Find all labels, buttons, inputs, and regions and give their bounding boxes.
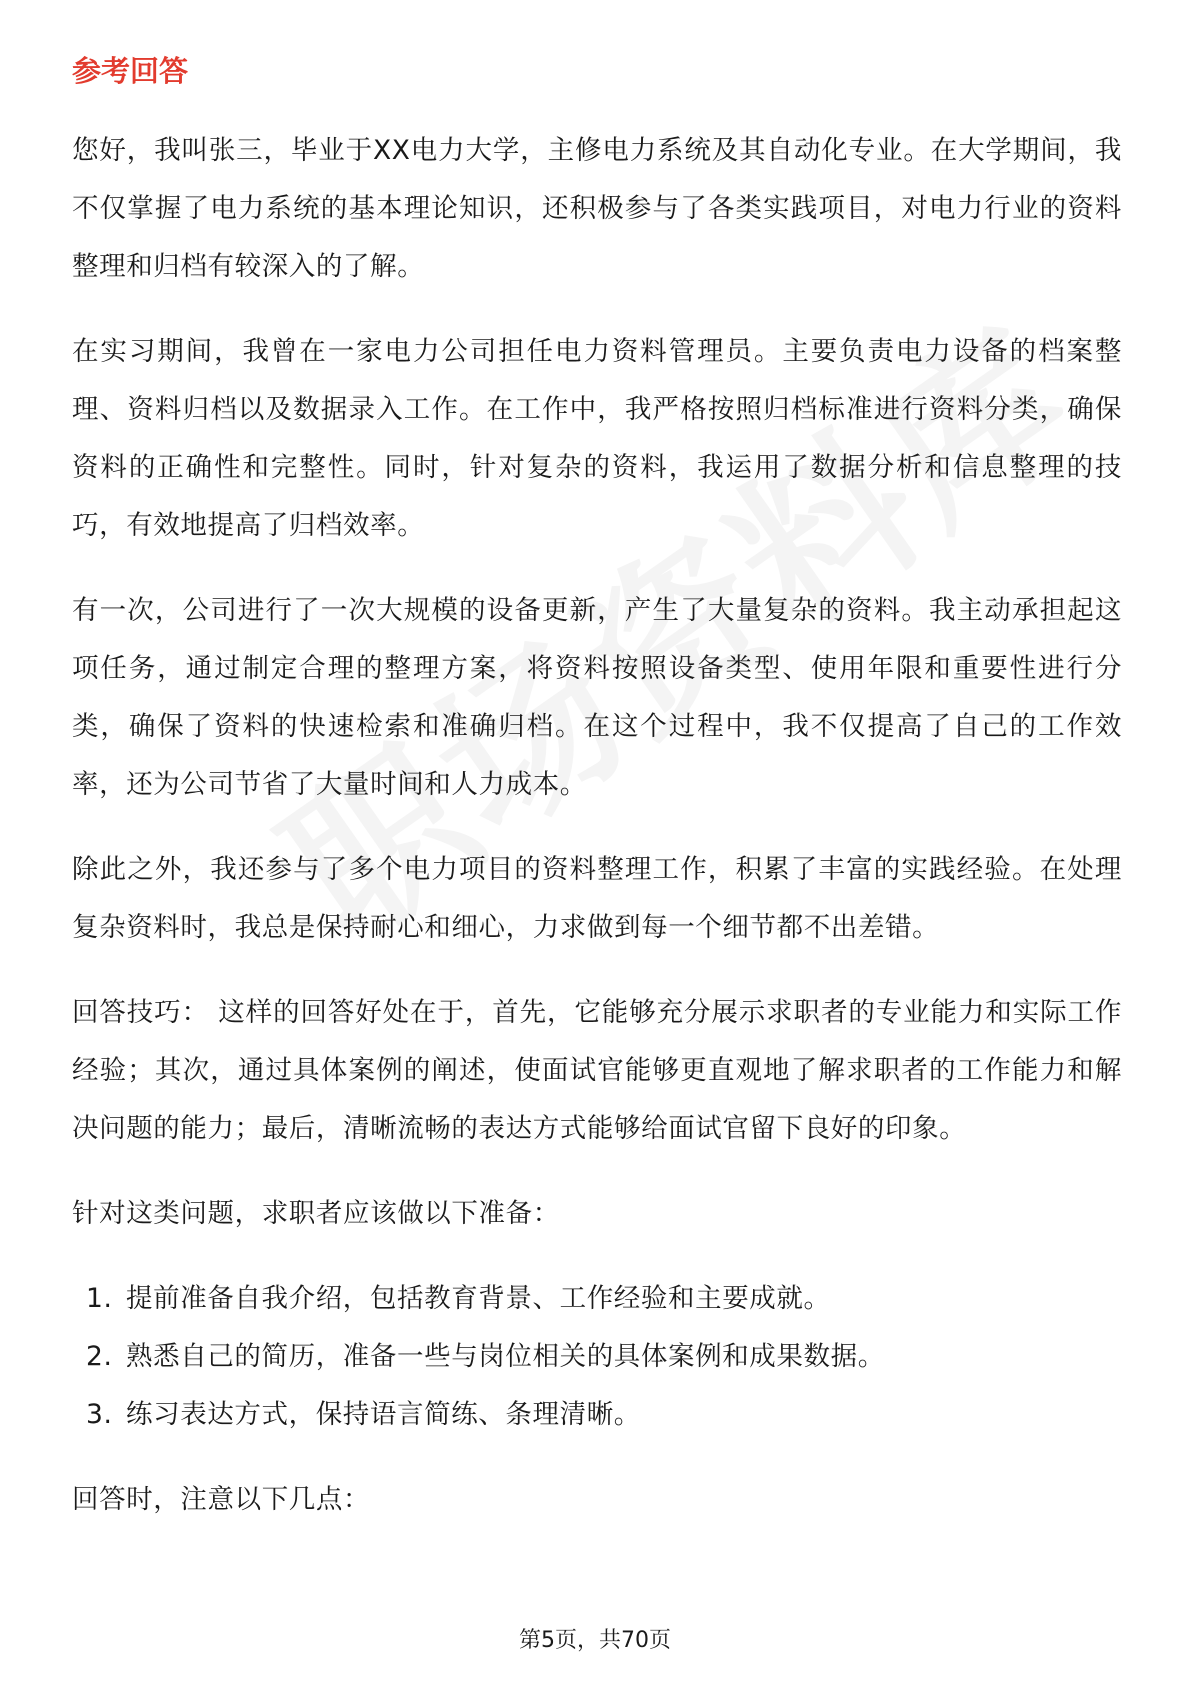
paragraph-intro: 您好，我叫张三，毕业于XX电力大学，主修电力系统及其自动化专业。在大学期间，我不仅掌握了电力系统的基本理论知识，还积极参与了各类实践项目，对电力行业的资料整理和归档有较深入的了解。 [72, 135, 1122, 282]
list-item [72, 1328, 1122, 1386]
paragraph-case-example: 有一次，公司进行了一次大规模的设备更新，产生了大量复杂的资料。我主动承担起这项任务，通过制定合理的整理方案，将资料按照设备类型、使用年限和重要性进行分类，确保了资料的快速检索和准确归档。在这个过程中，我不仅提高了自己的工作效率，还为公司节省了大量时间和人力成本。 [72, 595, 1122, 800]
list-item [72, 1270, 1122, 1328]
page-content [72, 46, 1122, 1556]
list-item-number: 3. [86, 1399, 113, 1430]
section-title: 参考回答 [72, 54, 189, 88]
list-item-number: 1. [86, 1283, 113, 1314]
preparation-list [72, 1270, 1122, 1444]
list-item-number: 2. [86, 1341, 113, 1372]
list-item-text: 熟悉自己的简历，准备一些与岗位相关的具体案例和成果数据。 [126, 1341, 885, 1372]
paragraph-internship: 在实习期间，我曾在一家电力公司担任电力资料管理员。主要负责电力设备的档案整理、资料归档以及数据录入工作。在工作中，我严格按照归档标准进行资料分类，确保资料的正确性和完整性。同时，针对复杂的资料，我运用了数据分析和信息整理的技巧，有效地提高了归档效率。 [72, 336, 1122, 541]
paragraph-closing: 回答时，注意以下几点： [72, 1484, 371, 1515]
paragraph-preparation-intro: 针对这类问题，求职者应该做以下准备： [72, 1198, 560, 1229]
list-item-text: 提前准备自我介绍，包括教育背景、工作经验和主要成就。 [126, 1283, 831, 1314]
paragraph-experience: 除此之外，我还参与了多个电力项目的资料整理工作，积累了丰富的实践经验。在处理复杂资料时，我总是保持耐心和细心，力求做到每一个细节都不出差错。 [72, 854, 1122, 943]
paragraph-answer-tips: 回答技巧： 这样的回答好处在于，首先，它能够充分展示求职者的专业能力和实际工作经验；其次，通过具体案例的阐述，使面试官能够更直观地了解求职者的工作能力和解决问题的能力；最后，清晰流畅的表达方式能够给面试官留下良好的印象。 [72, 997, 1122, 1144]
page-number-footer: 第5页，共70页 [519, 1628, 671, 1653]
list-item [72, 1386, 1122, 1444]
list-item-text: 练习表达方式，保持语言简练、条理清晰。 [126, 1399, 641, 1430]
